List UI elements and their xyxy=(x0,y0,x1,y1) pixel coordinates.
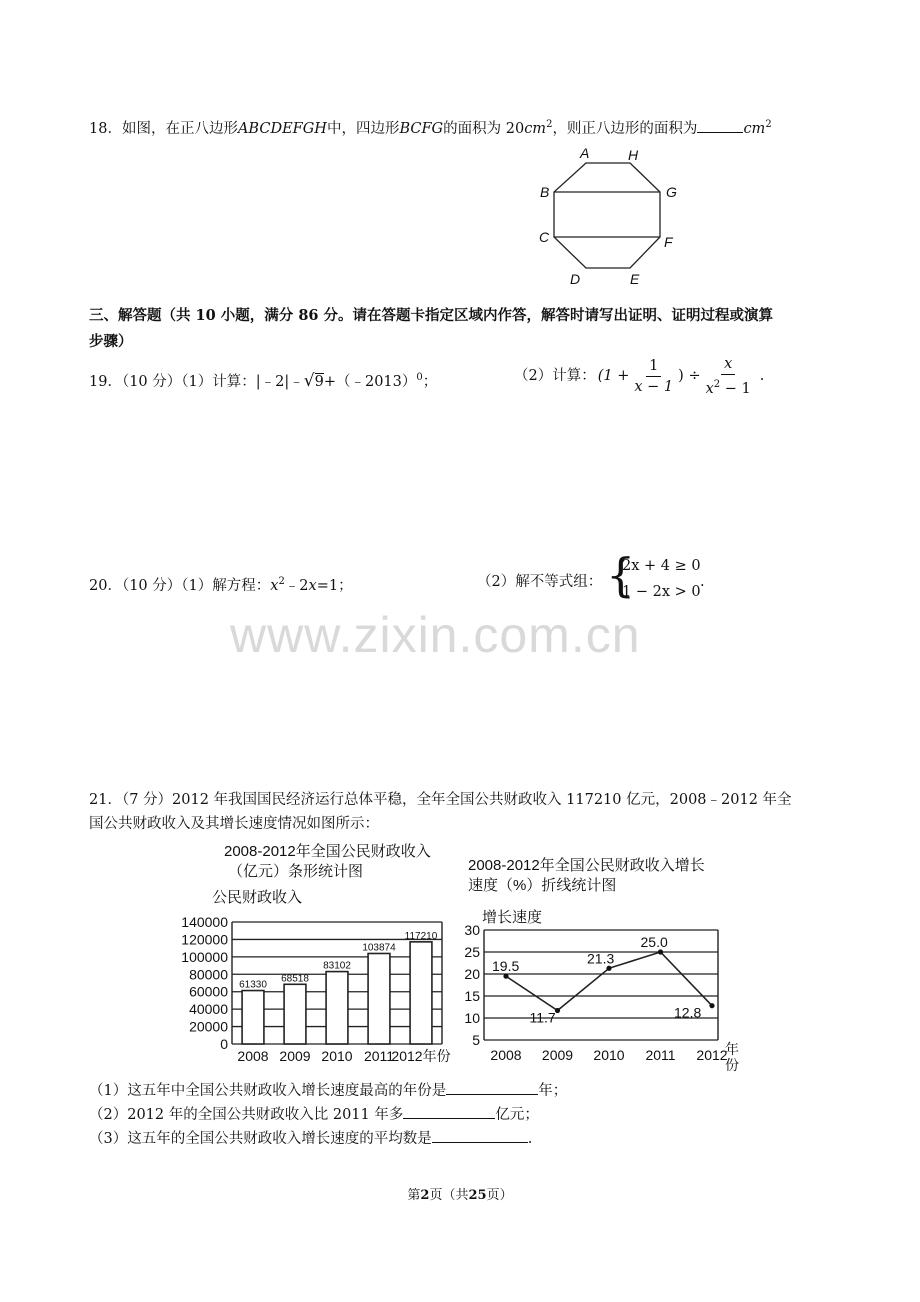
q20-number: 20． xyxy=(89,577,122,594)
growth-data-label: 12.8 xyxy=(674,1004,702,1021)
bar-ytick-label: 20000 xyxy=(189,1018,228,1035)
inequality-2: 1 − 2x > 0 xyxy=(622,584,701,600)
bar-xtick-label: 2011 xyxy=(363,1048,395,1064)
label-f: F xyxy=(664,234,673,250)
bar-2012 xyxy=(410,942,432,1044)
section-3-heading: 三、解答题（共 10 小题，满分 86 分。请在答题卡指定区域内作答，解答时请写出证明、证明过程或演算 xyxy=(89,307,774,324)
growth-data-label: 25.0 xyxy=(640,934,668,950)
line-chart-xticks xyxy=(490,1041,739,1073)
bar-chart-title-line1: 2008-2012年全国公民财政收入 xyxy=(224,843,431,860)
growth-point-2008 xyxy=(503,974,508,979)
q21-sub2: （2）2012 年的全国公共财政收入比 2011 年多 亿元； xyxy=(89,1104,539,1125)
growth-data-label: 11.7 xyxy=(529,1009,556,1026)
bar-2010 xyxy=(326,972,348,1044)
q21-text-line1: 21．（7 分）2012 年我国国民经济运行总体平稳，全年全国公共财政收入 117210 亿元，2008﹣2012 年全 xyxy=(89,792,792,808)
watermark: www.zixin.com.cn xyxy=(230,607,641,663)
line-ytick-label: 15 xyxy=(464,988,480,1004)
line-xtick-label: 2009 xyxy=(541,1047,574,1063)
bar-data-label: 61330 xyxy=(239,979,267,991)
growth-point-2011 xyxy=(658,949,663,954)
line-ytick-label: 5 xyxy=(472,1032,480,1048)
bar-data-label: 83102 xyxy=(323,960,351,972)
growth-data-label: 19.5 xyxy=(492,958,520,975)
bar-chart-yticks xyxy=(181,914,228,1052)
bar-data-label: 103874 xyxy=(362,942,396,954)
system-brace: { xyxy=(606,548,636,602)
bar-2009 xyxy=(284,984,306,1044)
bar-xtick-label: 2010 xyxy=(321,1048,353,1064)
bar-xtick-label: 2008 xyxy=(237,1048,269,1064)
line-ytick-label: 10 xyxy=(464,1010,480,1026)
q21-sub1-blank[interactable] xyxy=(446,1080,538,1095)
bar-xtick-label: 2009 xyxy=(279,1048,311,1064)
q21-text-line2: 国公共财政收入及其增长速度情况如图所示： xyxy=(89,816,379,832)
q21-sub1: （1）这五年中全国公共财政收入增长速度最高的年份是 年； xyxy=(89,1080,567,1101)
q19-part1: 19．（10 分）（1）计算：|﹣2|﹣√9+（﹣2013）$^0$； xyxy=(89,370,438,391)
line-xlabel-line1: 年 xyxy=(725,1041,739,1057)
line-chart-title-line2: 速度（%）折线统计图 xyxy=(468,877,617,894)
line-chart-series xyxy=(492,934,715,1026)
q19-number: 19． xyxy=(89,373,122,390)
bar-chart-title-line2: （亿元）条形统计图 xyxy=(228,863,364,880)
page-total: 25 xyxy=(468,1188,487,1203)
octagon-figure xyxy=(530,140,690,290)
line-chart xyxy=(460,852,750,1080)
label-g: G xyxy=(666,184,677,200)
q18-number: 18． xyxy=(89,120,122,137)
bar-xtick-label: 2012年份 xyxy=(391,1048,451,1064)
bar-ytick-label: 140000 xyxy=(181,914,228,930)
line-xlabel-line2: 份 xyxy=(725,1057,739,1073)
line-ytick-label: 30 xyxy=(464,922,480,938)
bar-ytick-label: 80000 xyxy=(189,966,228,983)
line-ytick-label: 25 xyxy=(464,944,480,960)
growth-point-2012 xyxy=(709,1003,714,1008)
page-footer: 第2页（共25页） xyxy=(407,1188,513,1203)
label-d: D xyxy=(570,271,581,287)
bar-2008 xyxy=(242,991,264,1044)
bar-data-label: 117210 xyxy=(404,930,438,942)
q21-sub2-blank[interactable] xyxy=(403,1104,495,1119)
line-chart-yticks xyxy=(464,922,480,1048)
fraction-1-over-x-minus-1: $\frac{1}{x - 1}$ xyxy=(634,357,674,395)
line-xtick-label: 2008 xyxy=(490,1047,522,1063)
q18-text: 18．如图，在正八边形ABCDEFGH中，四边形BCFG的面积为 $20cm^2$，则正八边形的面积为 $cm^2$ xyxy=(89,119,772,137)
q18-answer-blank[interactable] xyxy=(697,118,743,133)
label-b: B xyxy=(540,184,550,200)
bar-ytick-label: 60000 xyxy=(189,983,228,1000)
octagon-shape xyxy=(554,163,660,268)
growth-data-label: 21.3 xyxy=(587,950,615,967)
label-a: A xyxy=(580,145,590,161)
bar-ytick-label: 100000 xyxy=(181,948,228,965)
bar-2011 xyxy=(368,953,390,1044)
inequality-1: 2x + 4 ≥ 0 xyxy=(622,558,701,574)
bar-chart xyxy=(170,836,470,1076)
growth-point-2010 xyxy=(606,966,611,971)
bar-data-label: 68518 xyxy=(281,973,309,985)
fraction-x-over-x2-minus-1: $\frac{x}{x^2 - 1}$ xyxy=(705,356,751,397)
q20-part1: 20．（10 分）（1）解方程：$x^2﹣2x=1$； xyxy=(89,576,353,594)
line-xtick-label: 2011 xyxy=(645,1047,676,1063)
line-ytick-label: 20 xyxy=(464,966,480,982)
line-xtick-label: 2010 xyxy=(593,1047,625,1063)
bar-ytick-label: 0 xyxy=(220,1036,228,1052)
sqrt-symbol: √ xyxy=(303,370,315,391)
line-chart-title-line1: 2008-2012年全国公民财政收入增长 xyxy=(468,857,705,874)
section-3-heading-cont: 步骤） xyxy=(89,333,133,350)
label-e: E xyxy=(630,271,640,287)
bar-chart-xticks xyxy=(237,1048,450,1064)
line-chart-ylabel: 增长速度 xyxy=(482,909,543,926)
q19-part2: （2）计算： (1 + $\frac{1}{x - 1}$ ) ÷ $\frac{x}{x^2 - 1}$ . xyxy=(514,356,765,397)
q21-sub3: （3）这五年的全国公共财政收入增长速度的平均数是 . xyxy=(89,1128,532,1149)
q20-part2-label: （2）解不等式组： xyxy=(477,574,603,590)
bar-ytick-label: 40000 xyxy=(189,1001,228,1018)
bar-chart-ylabel: 公民财政收入 xyxy=(212,889,303,906)
page-number: 2 xyxy=(420,1188,430,1203)
line-xtick-label: 2012 xyxy=(696,1047,728,1063)
label-c: C xyxy=(539,229,550,245)
bar-ytick-label: 120000 xyxy=(181,931,228,948)
label-h: H xyxy=(628,147,639,163)
q21-sub3-blank[interactable] xyxy=(432,1128,528,1143)
